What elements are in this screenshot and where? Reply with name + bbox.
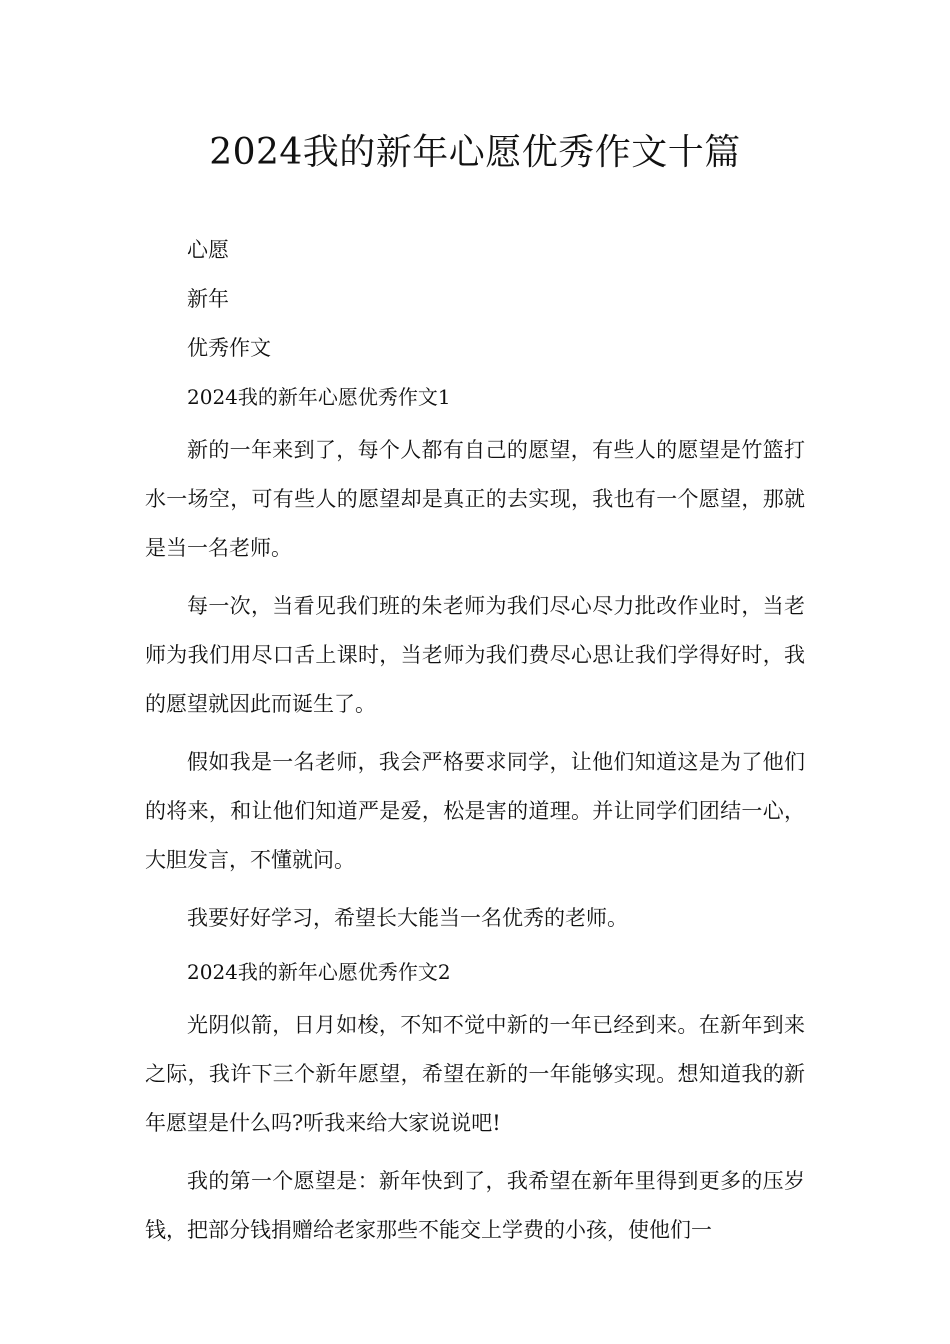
keyword-line: 新年 xyxy=(187,287,229,311)
document-body xyxy=(145,230,805,1264)
paragraph: 我的第一个愿望是：新年快到了，我希望在新年里得到更多的压岁钱，把部分钱捐赠给老家那些不能交上学费的小孩，使他们一 xyxy=(145,1169,805,1242)
paragraph: 每一次，当看见我们班的朱老师为我们尽心尽力批改作业时，当老师为我们用尽口舌上课时，当老师为我们费尽心思让我们学得好时，我的愿望就因此而诞生了。 xyxy=(145,594,805,716)
paragraph: 我要好好学习，希望长大能当一名优秀的老师。 xyxy=(187,906,628,930)
paragraph: 光阴似箭，日月如梭，不知不觉中新的一年已经到来。在新年到来之际，我许下三个新年愿望，希望在新的一年能够实现。想知道我的新年愿望是什么吗?听我来给大家说说吧! xyxy=(145,1013,805,1135)
paragraph: 新的一年来到了，每个人都有自己的愿望，有些人的愿望是竹篮打水一场空，可有些人的愿望却是真正的去实现，我也有一个愿望，那就是当一名老师。 xyxy=(145,438,805,560)
section-heading: 2024我的新年心愿优秀作文2 xyxy=(187,960,451,984)
document-title: 2024我的新年心愿优秀作文十篇 xyxy=(209,132,741,173)
keyword-line: 优秀作文 xyxy=(187,336,271,360)
section-heading: 2024我的新年心愿优秀作文1 xyxy=(187,385,451,409)
paragraph: 假如我是一名老师，我会严格要求同学，让他们知道这是为了他们的将来，和让他们知道严是爱，松是害的道理。并让同学们团结一心，大胆发言，不懂就问。 xyxy=(145,750,805,872)
keyword-line: 心愿 xyxy=(187,238,229,262)
